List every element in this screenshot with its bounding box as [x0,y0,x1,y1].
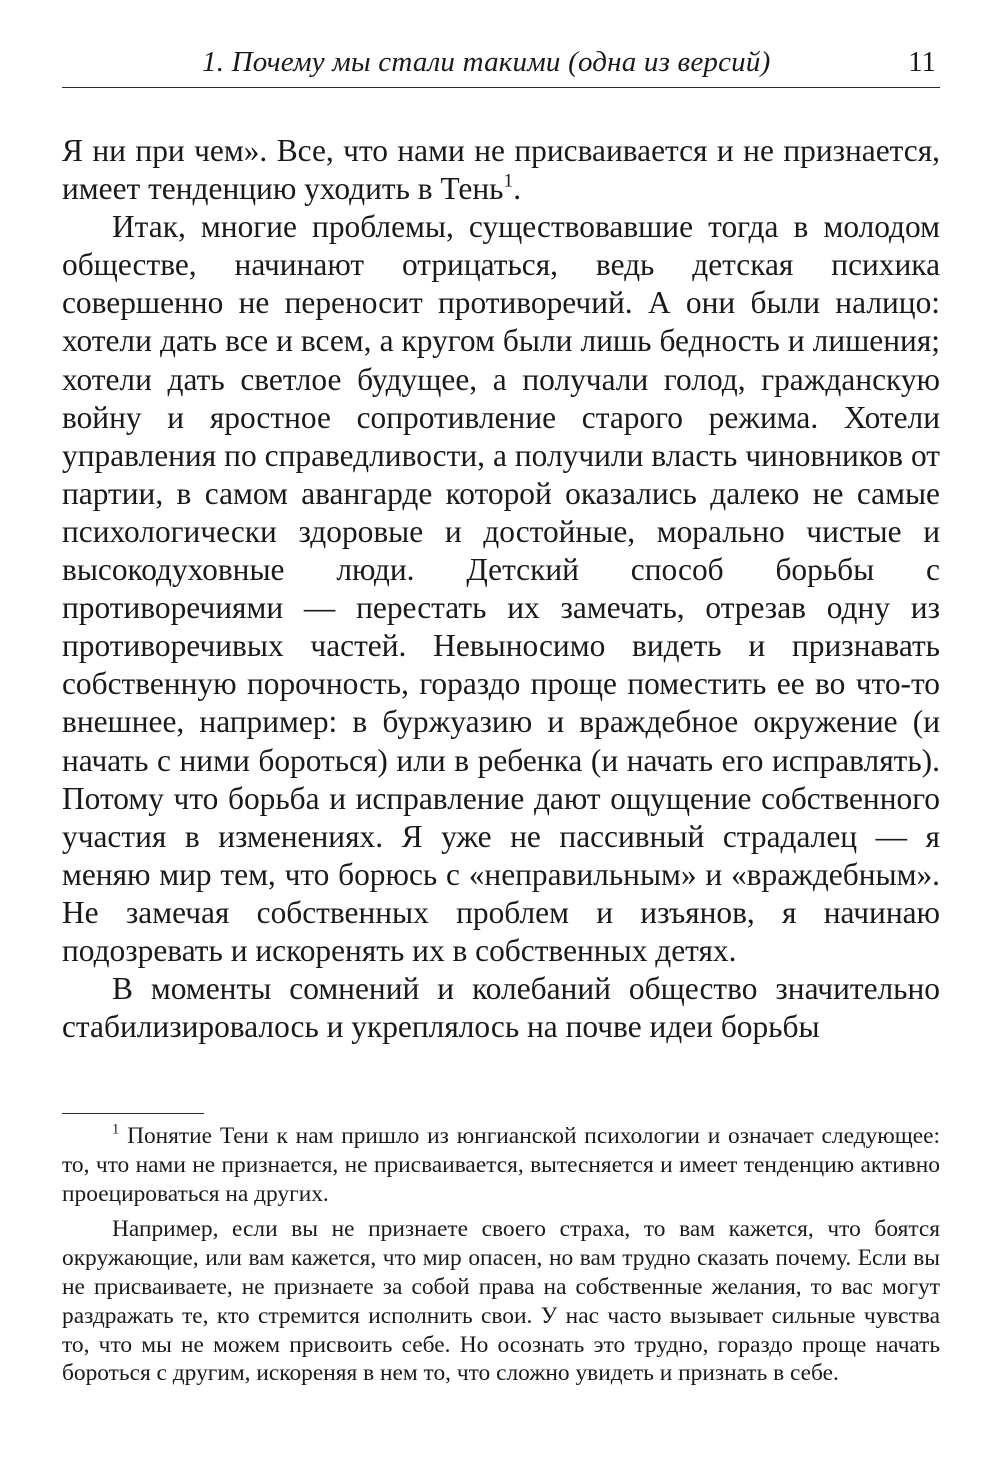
header-rule [62,87,940,88]
footnote-1-text: Понятие Тени к нам пришло из юнгианской психологии и означает следующее: то, что нами не признается, не присваивается, вытесняется и имеет тенденцию активно проецироваться на других. [62,1123,940,1207]
running-header [62,42,940,86]
footnote-1 [62,1122,940,1208]
footnote-1-continuation: Например, если вы не признаете своего страха, то вам кажется, что боятся окружающие, или вам кажется, что мир опасен, но вам трудно сказать почему. Если вы не присваиваете, не признаете за собой права на собственные желания, то вас могут раздражать те, кто стремится исполнить свои. У нас часто вызывает сильные чувства то, что мы не можем присвоить себе. Но осознать это трудно, гораздо проще начать бороться с другим, искореняя в нем то, что сложно увидеть и признать в себе. [62,1216,940,1387]
paragraph-3: В моменты сомнений и колебаний общество значительно стабилизировалось и укреплялось на почве идеи борьбы [62,971,940,1045]
footnote-rule [62,1113,204,1114]
paragraph-1-end: . [513,171,522,207]
footnote-marker: 1 [112,1121,120,1138]
paragraph-1-text: Я ни при чем». Все, что нами не присваивается и не признается, имеет тенденцию уходить в Тень [62,133,940,207]
paragraph-1 [62,132,940,208]
paragraph-2: Итак, многие проблемы, существовавшие тогда в молодом обществе, начинают отрицаться, ведь детская психика совершенно не переносит противоречий. А они были налицо: хотели дать все и всем, а кругом были лишь бедность и лишения; хотели дать светлое будущее, а получали голод, гражданскую войну и яростное сопротивление старого режима. Хотели управления по справедливости, а получили власть чиновников от партии, в самом авангарде которой оказались далеко не самые психологически здоровые и достойные, морально чистые и высокодуховные люди. Детский способ борьбы с противоречиями — перестать их замечать, отрезав одну из противоречивых частей. Невыносимо видеть и признавать собственную порочность, гораздо проще поместить ее во что-то внешнее, например: в буржуазию и враждебное окружение (и начать с ними бороться) или в ребенка (и начать его исправлять). Потому что борьба и исправление дают ощущение собственного участия в изменениях. Я уже не пассивный страдалец — я меняю мир тем, что борюсь с «неправильным» и «враждебным». Не замечая собственных проблем и изъянов, я начинаю подозревать и искоренять их в собственных детях. [62,209,940,968]
footnotes [62,1122,940,1388]
running-title: 1. Почему мы стали такими (одна из версий) [202,46,771,78]
footnote-reference: 1 [503,170,514,192]
page-number: 11 [908,46,936,78]
main-text [62,132,940,1046]
